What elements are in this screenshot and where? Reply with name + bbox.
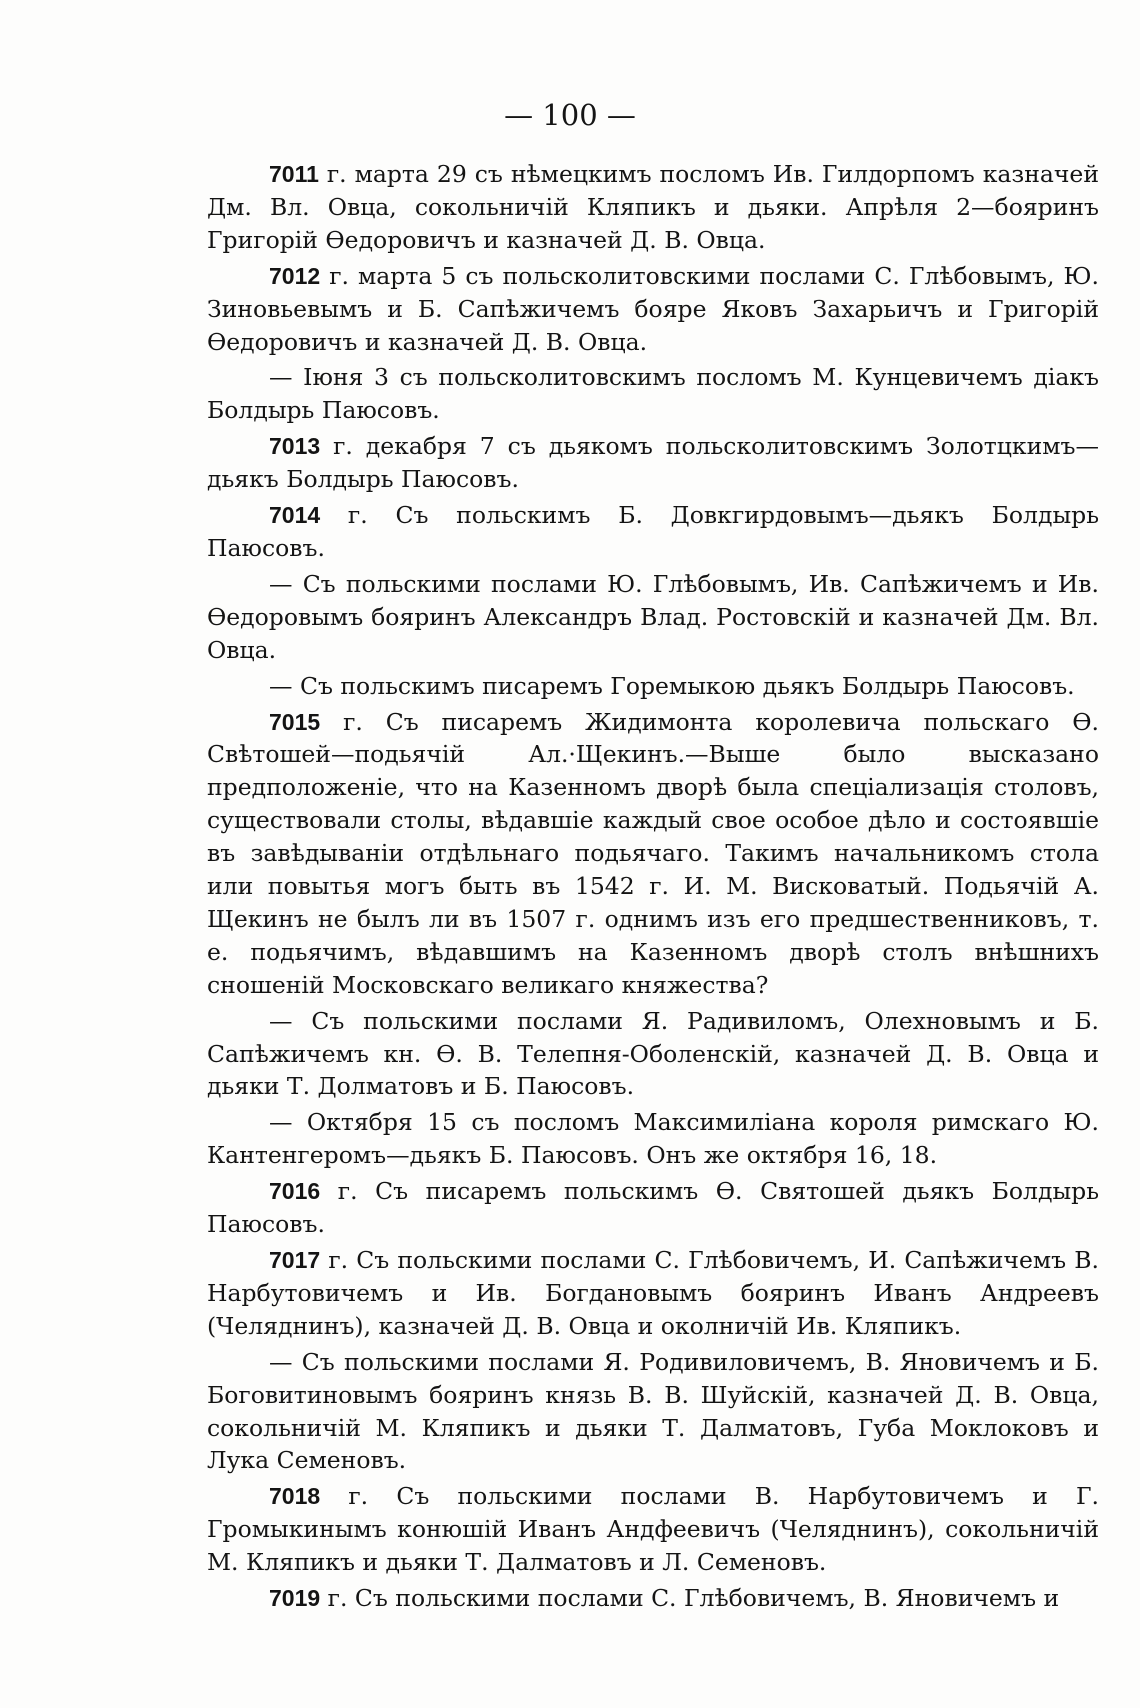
paragraph-text: — Съ польскими послами Я. Радивиломъ, Олехновымъ и Б. Сапѣжичемъ кн. Ѳ. В. Телепня-Оболенскій, казначей Д. В. Овца и дьяки Т. Долматовъ и Б. Паюсовъ.: [207, 1006, 1099, 1101]
paragraph-text: г. Съ писаремъ польскимъ Ѳ. Святошей дьякъ Болдырь Паюсовъ.: [207, 1177, 1099, 1239]
paragraph: [207, 430, 1099, 496]
paragraph: [207, 1346, 1099, 1478]
paragraph-text: — Іюня 3 съ польсколитовскимъ посломъ М. Кунцевичемъ діакъ Болдырь Паюсовъ.: [207, 363, 1099, 425]
paragraph: [207, 260, 1099, 359]
paragraph-text: — Съ польскимъ писаремъ Горемыкою дьякъ Болдырь Паюсовъ.: [269, 671, 1075, 700]
paragraph-text: г. Съ польскимъ Б. Довкгирдовымъ—дьякъ Болдырь Паюсовъ.: [207, 501, 1099, 562]
paragraph-text: г. декабря 7 съ дьякомъ польсколитовскимъ Золотцкимъ— дьякъ Болдырь Паюсовъ.: [207, 432, 1099, 494]
year-label: 7011: [269, 161, 319, 187]
year-label: 7014: [269, 502, 321, 529]
year-label: 7013: [269, 433, 321, 460]
paragraph-text: — Съ польскими послами Ю. Глѣбовымъ, Ив. Сапѣжичемъ и Ив. Өедоровымъ бояринъ Александръ Влад. Ростовскій и казначей Дм. Вл. Овца.: [207, 569, 1099, 664]
year-label: 7017: [269, 1247, 321, 1273]
paragraph: [207, 1005, 1099, 1104]
paragraph-text: г. марта 29 съ нѣмецкимъ посломъ Ив. Гилдорпомъ казначей Дм. Вл. Овца, сокольничій Кляпикъ и дьяки. Апрѣля 2—бояринъ Григорій Өедоровичъ и казначей Д. В. Овца.: [207, 160, 1099, 254]
paragraph: [207, 499, 1099, 565]
paragraph-text: г. Съ польскими послами С. Глѣбовичемъ, И. Сапѣжичемъ В. Нарбутовичемъ и Ив. Богдановымъ бояринъ Иванъ Андреевъ (Челяднинъ), казначей Д. В. Овца и околничій Ив. Кляпикъ.: [207, 1246, 1099, 1340]
year-label: 7019: [269, 1585, 321, 1612]
paragraph: [207, 568, 1099, 667]
paragraph: [207, 1480, 1099, 1579]
paragraph: [207, 361, 1099, 427]
paragraph-text: г. Съ польскими послами В. Нарбутовичемъ и Г. Громыкинымъ конюшій Иванъ Андфеевичъ (Челяднинъ), сокольничій М. Кляпикъ и дьяки Т. Далматовъ и Л. Семеновъ.: [207, 1482, 1099, 1577]
page-text: [207, 158, 1099, 1618]
paragraph: [207, 158, 1099, 257]
year-label: 7018: [269, 1483, 321, 1510]
paragraph: [207, 1244, 1099, 1343]
paragraph-text: — Съ польскими послами Я. Родивиловичемъ, В. Яновичемъ и Б. Боговитиновымъ бояринъ князь В. В. Шуйскій, казначей Д. В. Овца, сокольничій М. Кляпикъ и дьяки Т. Далматовъ, Губа Моклоковъ и Лука Семеновъ.: [207, 1347, 1099, 1475]
year-label: 7012: [269, 262, 321, 289]
paragraph: [207, 670, 1099, 703]
paragraph-text: — Октября 15 съ посломъ Максимиліана короля римскаго Ю. Кантенгеромъ—дьякъ Б. Паюсовъ. Онъ же октября 16, 18.: [207, 1108, 1099, 1170]
year-label: 7016: [269, 1178, 321, 1205]
paragraph: [207, 1175, 1099, 1241]
paragraph: [207, 706, 1099, 1002]
paragraph: [207, 1106, 1099, 1172]
paragraph: [207, 1582, 1099, 1615]
page-number: — 100 —: [504, 98, 636, 132]
paragraph-text: г. марта 5 съ польсколитовскими послами С. Глѣбовымъ, Ю. Зиновьевымъ и Б. Сапѣжичемъ бояре Яковъ Захарьичъ и Григорій Өедоровичъ и казначей Д. В. Овца.: [207, 261, 1099, 356]
paragraph-text: г. Съ польскими послами С. Глѣбовичемъ, В. Яновичемъ и: [320, 1584, 1060, 1613]
year-label: 7015: [269, 708, 321, 735]
paragraph-text: г. Съ писаремъ Жидимонта королевича польскаго Ѳ. Свѣтошей—подьячій Ал.·Щекинъ.—Выше было высказано предположеніе, что на Казенномъ дворѣ была спеціализація столовъ, существовали столы, вѣдавшіе каждый свое особое дѣло и состоявшіе въ завѣдываніи отдѣльнаго подьячаго. Такимъ начальникомъ стола или повытья могъ быть въ 1542 г. И. М. Висковатый. Подьячій А. Щекинъ не былъ ли въ 1507 г. однимъ изъ его предшественниковъ, т. е. подьячимъ, вѣдавшимъ на Казенномъ дворѣ столъ внѣшнихъ сношеній Московскаго великаго княжества?: [207, 707, 1099, 999]
